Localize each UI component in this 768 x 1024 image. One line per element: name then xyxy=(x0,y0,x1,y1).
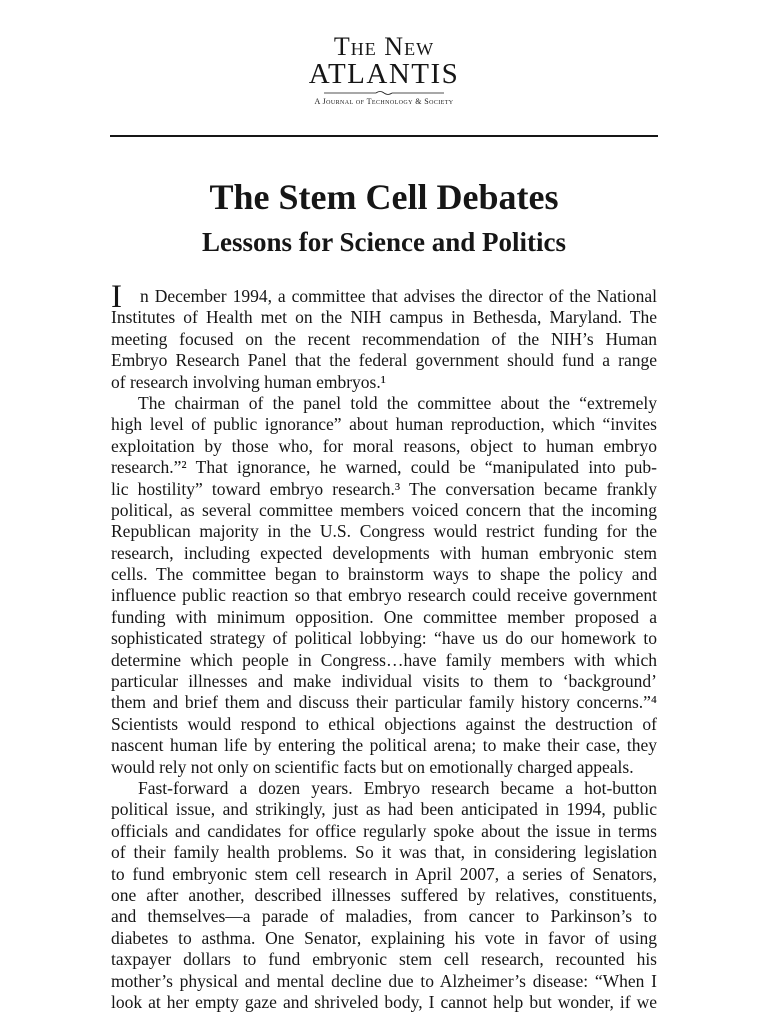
text-line: and themselves—a parade of maladies, from cancer to Parkinson’s to xyxy=(111,906,657,927)
text-line: Institutes of Health met on the NIH campus in Bethesda, Maryland. The xyxy=(111,307,657,328)
text-line: sophisticated strategy of political lobbying: “have us do our homework to xyxy=(111,628,657,649)
text-line: them and brief them and discuss their particular family history concerns.”⁴ xyxy=(111,692,657,713)
text-line: influence public reaction so that embryo research could receive government xyxy=(111,585,657,606)
text-line: n December 1994, a committee that advises the director of the National xyxy=(140,286,657,306)
text-line: to fund embryonic stem cell research in April 2007, a series of Senators, xyxy=(111,863,657,884)
text-line: cells. The committee began to brainstorm ways to shape the policy and xyxy=(111,564,657,585)
masthead-line-1: The New xyxy=(333,32,435,61)
text-line: of research involving human embryos.¹ xyxy=(111,371,386,392)
masthead-logo xyxy=(0,34,768,107)
text-line: political, as several committee members voiced concern that the incoming xyxy=(111,499,657,520)
text-line: lic hostility” toward embryo research.³ The conversation became frankly xyxy=(111,478,657,499)
article-body xyxy=(111,279,657,1013)
text-line: Scientists would respond to ethical objections against the destruction of xyxy=(111,713,657,734)
text-line: one after another, described illnesses suffered by relatives, constituents, xyxy=(111,884,657,905)
text-line: research.”² That ignorance, he warned, could be “manipulated into pub- xyxy=(111,457,657,478)
text-line: look at her empty gaze and shriveled body, I cannot help but wonder, if we xyxy=(111,991,657,1012)
text-line: high level of public ignorance” about human reproduction, which “invites xyxy=(111,414,657,435)
text-line: The chairman of the panel told the committee about the “extremely xyxy=(138,392,657,413)
text-line: taxpayer dollars to fund embryonic stem cell research, recounted his xyxy=(111,949,657,970)
text-line: officials and candidates for office regularly spoke about the issue in terms xyxy=(111,820,657,841)
drop-cap: I xyxy=(111,279,122,315)
text-line: nascent human life by entering the political arena; to make their case, they xyxy=(111,735,657,756)
masthead-line-2: ATLANTIS xyxy=(308,58,460,90)
article-title: The Stem Cell Debates xyxy=(209,177,559,217)
text-line: Republican majority in the U.S. Congress would restrict funding for the xyxy=(111,521,657,542)
text-line: diabetes to asthma. One Senator, explaining his vote in favor of using xyxy=(111,927,657,948)
text-line: political issue, and strikingly, just as had been anticipated in 1994, public xyxy=(111,799,657,820)
text-line: research, including expected developments with human embryonic stem xyxy=(111,542,657,563)
text-line: mother’s physical and mental decline due to Alzheimer’s disease: “When I xyxy=(111,970,657,991)
text-line: Fast-forward a dozen years. Embryo research became a hot-button xyxy=(138,777,657,798)
text-line: funding with minimum opposition. One committee member proposed a xyxy=(111,606,657,627)
text-line: Embryo Research Panel that the federal government should fund a range xyxy=(111,350,657,371)
text-line: would rely not only on scientific facts but on emotionally charged appeals. xyxy=(111,756,634,777)
text-line: exploitation by those who, for moral reasons, object to human embryo xyxy=(111,435,657,456)
text-line: determine which people in Congress…have family members with which xyxy=(111,649,657,670)
header-rule xyxy=(110,135,658,137)
text-line: of their family health problems. So it was that, in considering legislation xyxy=(111,842,657,863)
masthead-tagline: A Journal of Technology & Society xyxy=(314,97,454,106)
text-line: particular illnesses and make individual visits to them to ‘background’ xyxy=(111,671,657,692)
masthead-ornament xyxy=(324,90,444,96)
article-subtitle: Lessons for Science and Politics xyxy=(202,227,566,257)
text-line: meeting focused on the recent recommendation of the NIH’s Human xyxy=(111,328,657,349)
